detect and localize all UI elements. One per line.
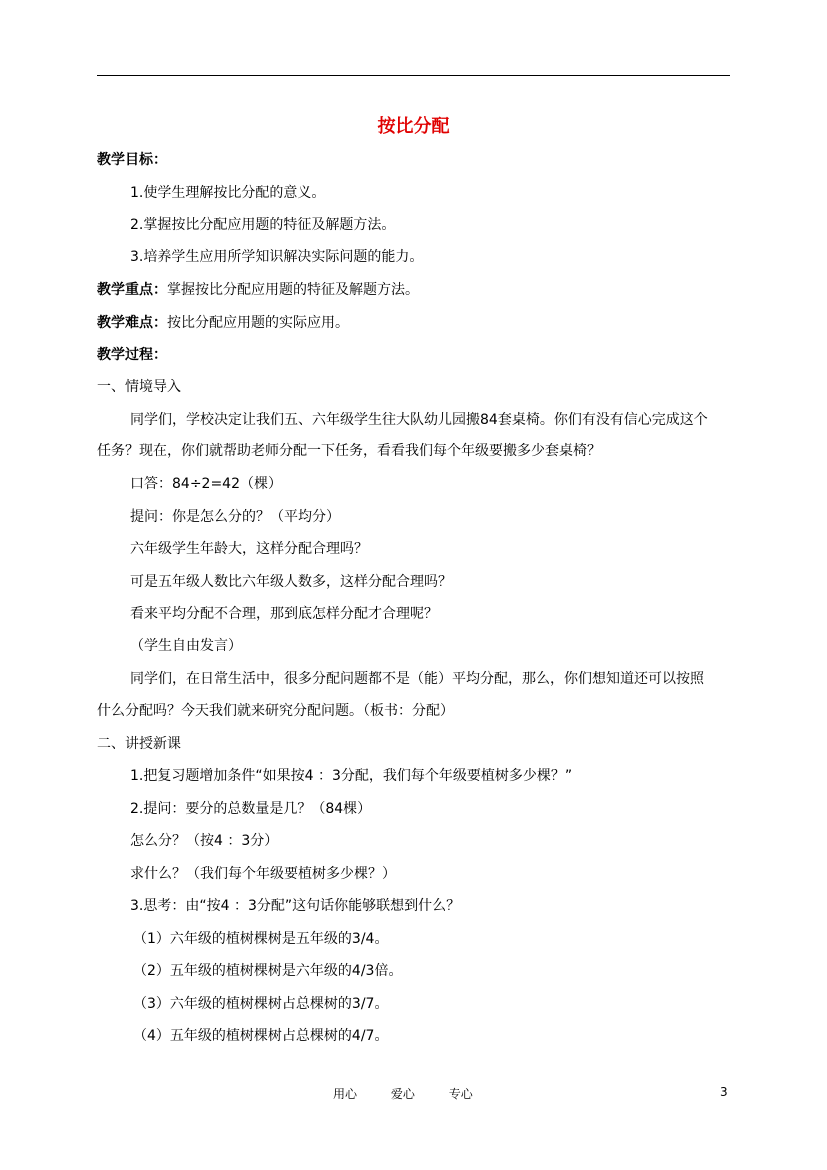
section1-line: 口答：84÷2=42（棵） (130, 476, 282, 492)
header-rule (97, 75, 730, 76)
section1-line: 看来平均分配不合理，那到底怎样分配才合理呢？ (130, 606, 438, 622)
objective-item: 3.培养学生应用所学知识解决实际问题的能力。 (130, 249, 424, 265)
footer-mottos (333, 1085, 503, 1102)
objective-item: 1.使学生理解按比分配的意义。 (130, 185, 326, 201)
section2-point: （1）六年级的植树棵树是五年级的3/4。 (133, 931, 389, 947)
objectives-heading: 教学目标： (97, 152, 167, 168)
section1-para1-line2: 任务？现在，你们就帮助老师分配一下任务，看看我们每个年级要搬多少套桌椅？ (97, 443, 601, 459)
section2-point: （4）五年级的植树棵树占总棵树的4/7。 (133, 1028, 389, 1044)
section1-line: 提问：你是怎么分的？（平均分） (130, 509, 340, 525)
section2-line: 1.把复习题增加条件“如果按4 ：3分配，我们每个年级要植树多少棵？” (130, 768, 573, 784)
objective-item: 2.掌握按比分配应用题的特征及解题方法。 (130, 217, 396, 233)
section2-heading: 二、讲授新课 (97, 736, 181, 752)
section2-line: 怎么分？（按4 ：3分） (130, 833, 279, 849)
key-point (97, 280, 419, 300)
page-number: 3 (720, 1085, 728, 1099)
footer-motto: 爱心 (390, 1087, 415, 1101)
section1-line: （学生自由发言） (130, 638, 242, 654)
section1-para1-line1: 同学们，学校决定让我们五、六年级学生往大队幼儿园搬84套桌椅。你们有没有信心完成这个 (130, 412, 708, 428)
section1-line: 可是五年级人数比六年级人数多，这样分配合理吗？ (130, 574, 452, 590)
footer-motto: 用心 (333, 1087, 358, 1101)
section2-line: 2.提问：要分的总数量是几？（84棵） (130, 801, 372, 817)
page-title: 按比分配 (377, 116, 450, 137)
difficulty-label: 教学难点： (97, 315, 167, 331)
section1-line: 六年级学生年龄大，这样分配合理吗？ (130, 541, 368, 557)
section1-para2-line1: 同学们，在日常生活中，很多分配问题都不是（能）平均分配，那么，你们想知道还可以按照 (130, 671, 704, 687)
footer-motto: 专心 (448, 1087, 473, 1101)
key-point-text: 掌握按比分配应用题的特征及解题方法。 (167, 282, 419, 298)
section2-line: 3.思考：由“按4 ：3分配”这句话你能够联想到什么？ (130, 898, 461, 914)
difficulty-text: 按比分配应用题的实际应用。 (167, 315, 349, 331)
process-heading: 教学过程： (97, 347, 167, 363)
key-point-label: 教学重点： (97, 282, 167, 298)
section1-para2-line2: 什么分配吗？今天我们就来研究分配问题。（板书：分配） (97, 703, 454, 719)
difficulty (97, 313, 349, 333)
section2-point: （3）六年级的植树棵树占总棵树的3/7。 (133, 996, 389, 1012)
section2-point: （2）五年级的植树棵树是六年级的4/3倍。 (133, 963, 403, 979)
section2-line: 求什么？（我们每个年级要植树多少棵？） (130, 866, 396, 882)
section1-heading: 一、情境导入 (97, 379, 181, 395)
